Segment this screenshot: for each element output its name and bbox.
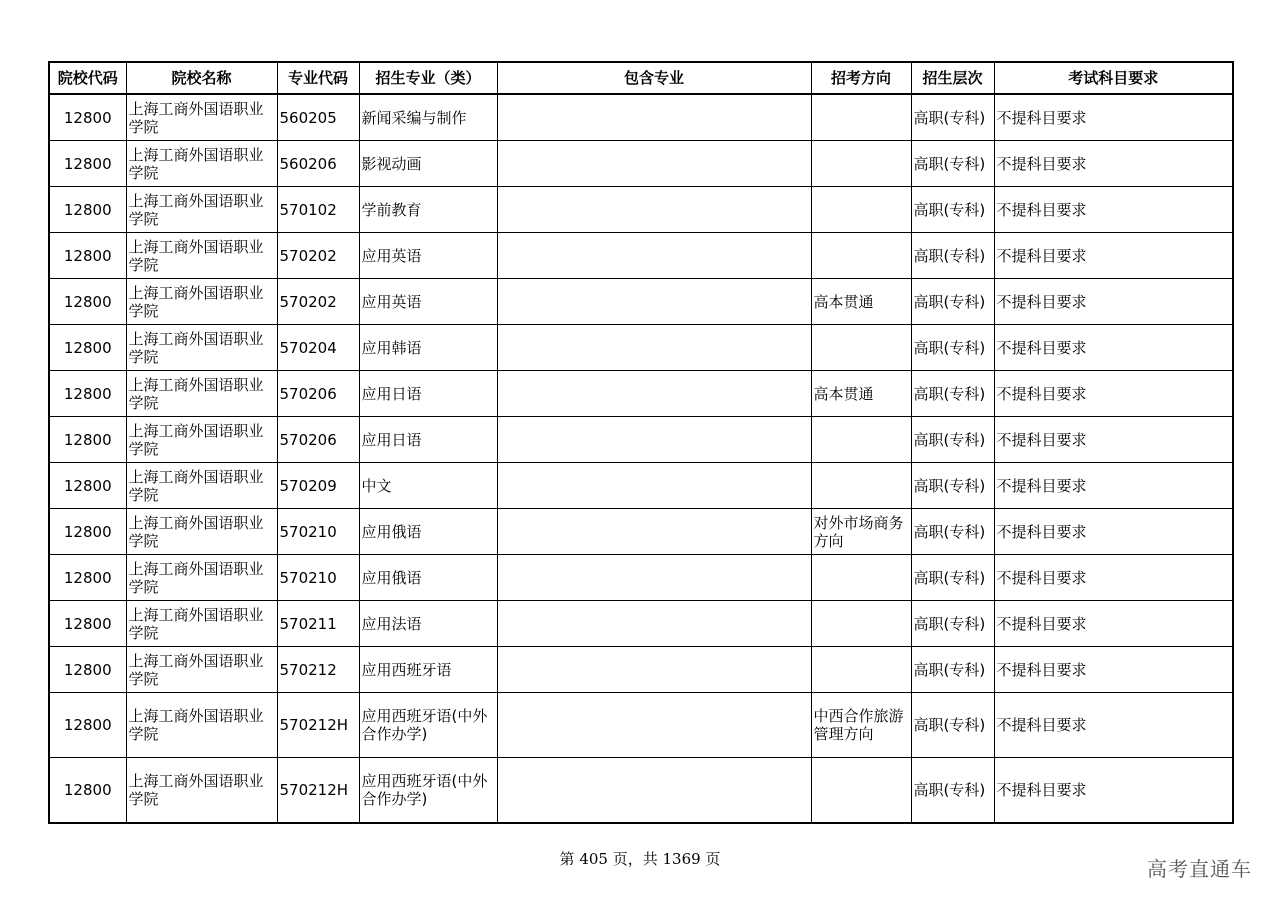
cell-level: 高职(专科): [911, 141, 994, 187]
cell-school-name: 上海工商外国语职业学院: [126, 601, 277, 647]
cell-major-code: 570212H: [277, 693, 359, 758]
cell-exam-requirement: 不提科目要求: [994, 509, 1233, 555]
cell-major-code: 570211: [277, 601, 359, 647]
cell-school-code: 12800: [49, 555, 126, 601]
table-row: [49, 509, 1233, 555]
cell-major: 应用英语: [359, 233, 497, 279]
table-row: [49, 94, 1233, 141]
cell-school-name: 上海工商外国语职业学院: [126, 94, 277, 141]
cell-exam-requirement: 不提科目要求: [994, 463, 1233, 509]
cell-school-code: 12800: [49, 463, 126, 509]
cell-exam-requirement: 不提科目要求: [994, 279, 1233, 325]
cell-included-majors: [497, 555, 811, 601]
table-row: [49, 325, 1233, 371]
cell-exam-requirement: 不提科目要求: [994, 233, 1233, 279]
cell-included-majors: [497, 647, 811, 693]
cell-level: 高职(专科): [911, 279, 994, 325]
cell-major-code: 570212H: [277, 758, 359, 824]
header-school-code: 院校代码: [49, 62, 126, 94]
cell-school-code: 12800: [49, 94, 126, 141]
cell-major: 应用日语: [359, 371, 497, 417]
cell-school-name: 上海工商外国语职业学院: [126, 233, 277, 279]
cell-exam-requirement: 不提科目要求: [994, 325, 1233, 371]
cell-school-name: 上海工商外国语职业学院: [126, 555, 277, 601]
cell-school-name: 上海工商外国语职业学院: [126, 325, 277, 371]
table-row: [49, 758, 1233, 824]
admissions-table: [48, 61, 1234, 824]
cell-major: 应用俄语: [359, 509, 497, 555]
cell-major-code: 560206: [277, 141, 359, 187]
cell-school-code: 12800: [49, 693, 126, 758]
cell-major: 应用西班牙语(中外合作办学): [359, 693, 497, 758]
cell-major-code: 570212: [277, 647, 359, 693]
cell-major-code: 570102: [277, 187, 359, 233]
cell-school-name: 上海工商外国语职业学院: [126, 187, 277, 233]
header-exam-requirement: 考试科目要求: [994, 62, 1233, 94]
cell-major: 应用日语: [359, 417, 497, 463]
cell-direction: 对外市场商务方向: [811, 509, 911, 555]
cell-school-code: 12800: [49, 417, 126, 463]
cell-level: 高职(专科): [911, 463, 994, 509]
cell-direction: [811, 555, 911, 601]
cell-exam-requirement: 不提科目要求: [994, 758, 1233, 824]
cell-direction: [811, 647, 911, 693]
cell-direction: [811, 187, 911, 233]
cell-direction: [811, 325, 911, 371]
cell-exam-requirement: 不提科目要求: [994, 94, 1233, 141]
header-major: 招生专业（类）: [359, 62, 497, 94]
cell-major: 应用法语: [359, 601, 497, 647]
table-row: [49, 463, 1233, 509]
cell-included-majors: [497, 758, 811, 824]
cell-exam-requirement: 不提科目要求: [994, 693, 1233, 758]
table-body: [49, 94, 1233, 823]
cell-direction: [811, 417, 911, 463]
cell-exam-requirement: 不提科目要求: [994, 647, 1233, 693]
cell-included-majors: [497, 325, 811, 371]
cell-level: 高职(专科): [911, 509, 994, 555]
cell-level: 高职(专科): [911, 555, 994, 601]
header-included-majors: 包含专业: [497, 62, 811, 94]
cell-exam-requirement: 不提科目要求: [994, 555, 1233, 601]
table-row: [49, 555, 1233, 601]
cell-included-majors: [497, 417, 811, 463]
cell-direction: [811, 463, 911, 509]
cell-school-code: 12800: [49, 647, 126, 693]
cell-school-code: 12800: [49, 187, 126, 233]
cell-direction: [811, 94, 911, 141]
cell-direction: 中西合作旅游管理方向: [811, 693, 911, 758]
cell-school-name: 上海工商外国语职业学院: [126, 693, 277, 758]
table-row: [49, 693, 1233, 758]
cell-school-code: 12800: [49, 371, 126, 417]
cell-school-code: 12800: [49, 233, 126, 279]
cell-school-name: 上海工商外国语职业学院: [126, 371, 277, 417]
header-row: [49, 62, 1233, 94]
table-row: [49, 417, 1233, 463]
cell-level: 高职(专科): [911, 233, 994, 279]
table-row: [49, 279, 1233, 325]
table-row: [49, 371, 1233, 417]
cell-school-code: 12800: [49, 509, 126, 555]
cell-school-code: 12800: [49, 758, 126, 824]
cell-included-majors: [497, 141, 811, 187]
cell-included-majors: [497, 693, 811, 758]
cell-major: 应用俄语: [359, 555, 497, 601]
cell-major-code: 560205: [277, 94, 359, 141]
cell-school-code: 12800: [49, 279, 126, 325]
cell-included-majors: [497, 94, 811, 141]
cell-level: 高职(专科): [911, 758, 994, 824]
cell-exam-requirement: 不提科目要求: [994, 187, 1233, 233]
cell-exam-requirement: 不提科目要求: [994, 141, 1233, 187]
cell-included-majors: [497, 371, 811, 417]
cell-school-name: 上海工商外国语职业学院: [126, 463, 277, 509]
cell-level: 高职(专科): [911, 601, 994, 647]
cell-included-majors: [497, 187, 811, 233]
cell-major: 应用西班牙语: [359, 647, 497, 693]
cell-included-majors: [497, 233, 811, 279]
cell-direction: 高本贯通: [811, 279, 911, 325]
cell-included-majors: [497, 463, 811, 509]
cell-major-code: 570206: [277, 371, 359, 417]
cell-school-code: 12800: [49, 141, 126, 187]
cell-major-code: 570204: [277, 325, 359, 371]
cell-level: 高职(专科): [911, 187, 994, 233]
cell-major: 应用英语: [359, 279, 497, 325]
cell-school-name: 上海工商外国语职业学院: [126, 509, 277, 555]
cell-school-name: 上海工商外国语职业学院: [126, 417, 277, 463]
cell-direction: [811, 758, 911, 824]
cell-level: 高职(专科): [911, 693, 994, 758]
cell-major: 应用韩语: [359, 325, 497, 371]
cell-major-code: 570206: [277, 417, 359, 463]
table-row: [49, 601, 1233, 647]
cell-level: 高职(专科): [911, 417, 994, 463]
cell-major: 应用西班牙语(中外合作办学): [359, 758, 497, 824]
header-school-name: 院校名称: [126, 62, 277, 94]
header-direction: 招考方向: [811, 62, 911, 94]
table-row: [49, 647, 1233, 693]
cell-exam-requirement: 不提科目要求: [994, 371, 1233, 417]
cell-level: 高职(专科): [911, 371, 994, 417]
cell-exam-requirement: 不提科目要求: [994, 601, 1233, 647]
cell-school-name: 上海工商外国语职业学院: [126, 758, 277, 824]
cell-included-majors: [497, 601, 811, 647]
cell-included-majors: [497, 279, 811, 325]
page-number: 第 405 页，共 1369 页: [559, 850, 721, 868]
cell-major-code: 570202: [277, 233, 359, 279]
cell-school-name: 上海工商外国语职业学院: [126, 141, 277, 187]
cell-school-code: 12800: [49, 325, 126, 371]
table-row: [49, 187, 1233, 233]
cell-exam-requirement: 不提科目要求: [994, 417, 1233, 463]
header-major-code: 专业代码: [277, 62, 359, 94]
cell-major-code: 570210: [277, 509, 359, 555]
cell-major-code: 570202: [277, 279, 359, 325]
cell-major-code: 570209: [277, 463, 359, 509]
table-row: [49, 141, 1233, 187]
cell-level: 高职(专科): [911, 647, 994, 693]
header-level: 招生层次: [911, 62, 994, 94]
cell-school-code: 12800: [49, 601, 126, 647]
cell-direction: [811, 141, 911, 187]
cell-direction: [811, 233, 911, 279]
cell-direction: 高本贯通: [811, 371, 911, 417]
cell-major: 中文: [359, 463, 497, 509]
cell-direction: [811, 601, 911, 647]
table-row: [49, 233, 1233, 279]
cell-included-majors: [497, 509, 811, 555]
cell-school-name: 上海工商外国语职业学院: [126, 279, 277, 325]
cell-level: 高职(专科): [911, 325, 994, 371]
cell-major-code: 570210: [277, 555, 359, 601]
watermark: 高考直通车: [1147, 857, 1252, 881]
cell-level: 高职(专科): [911, 94, 994, 141]
cell-major: 影视动画: [359, 141, 497, 187]
cell-major: 学前教育: [359, 187, 497, 233]
cell-major: 新闻采编与制作: [359, 94, 497, 141]
cell-school-name: 上海工商外国语职业学院: [126, 647, 277, 693]
